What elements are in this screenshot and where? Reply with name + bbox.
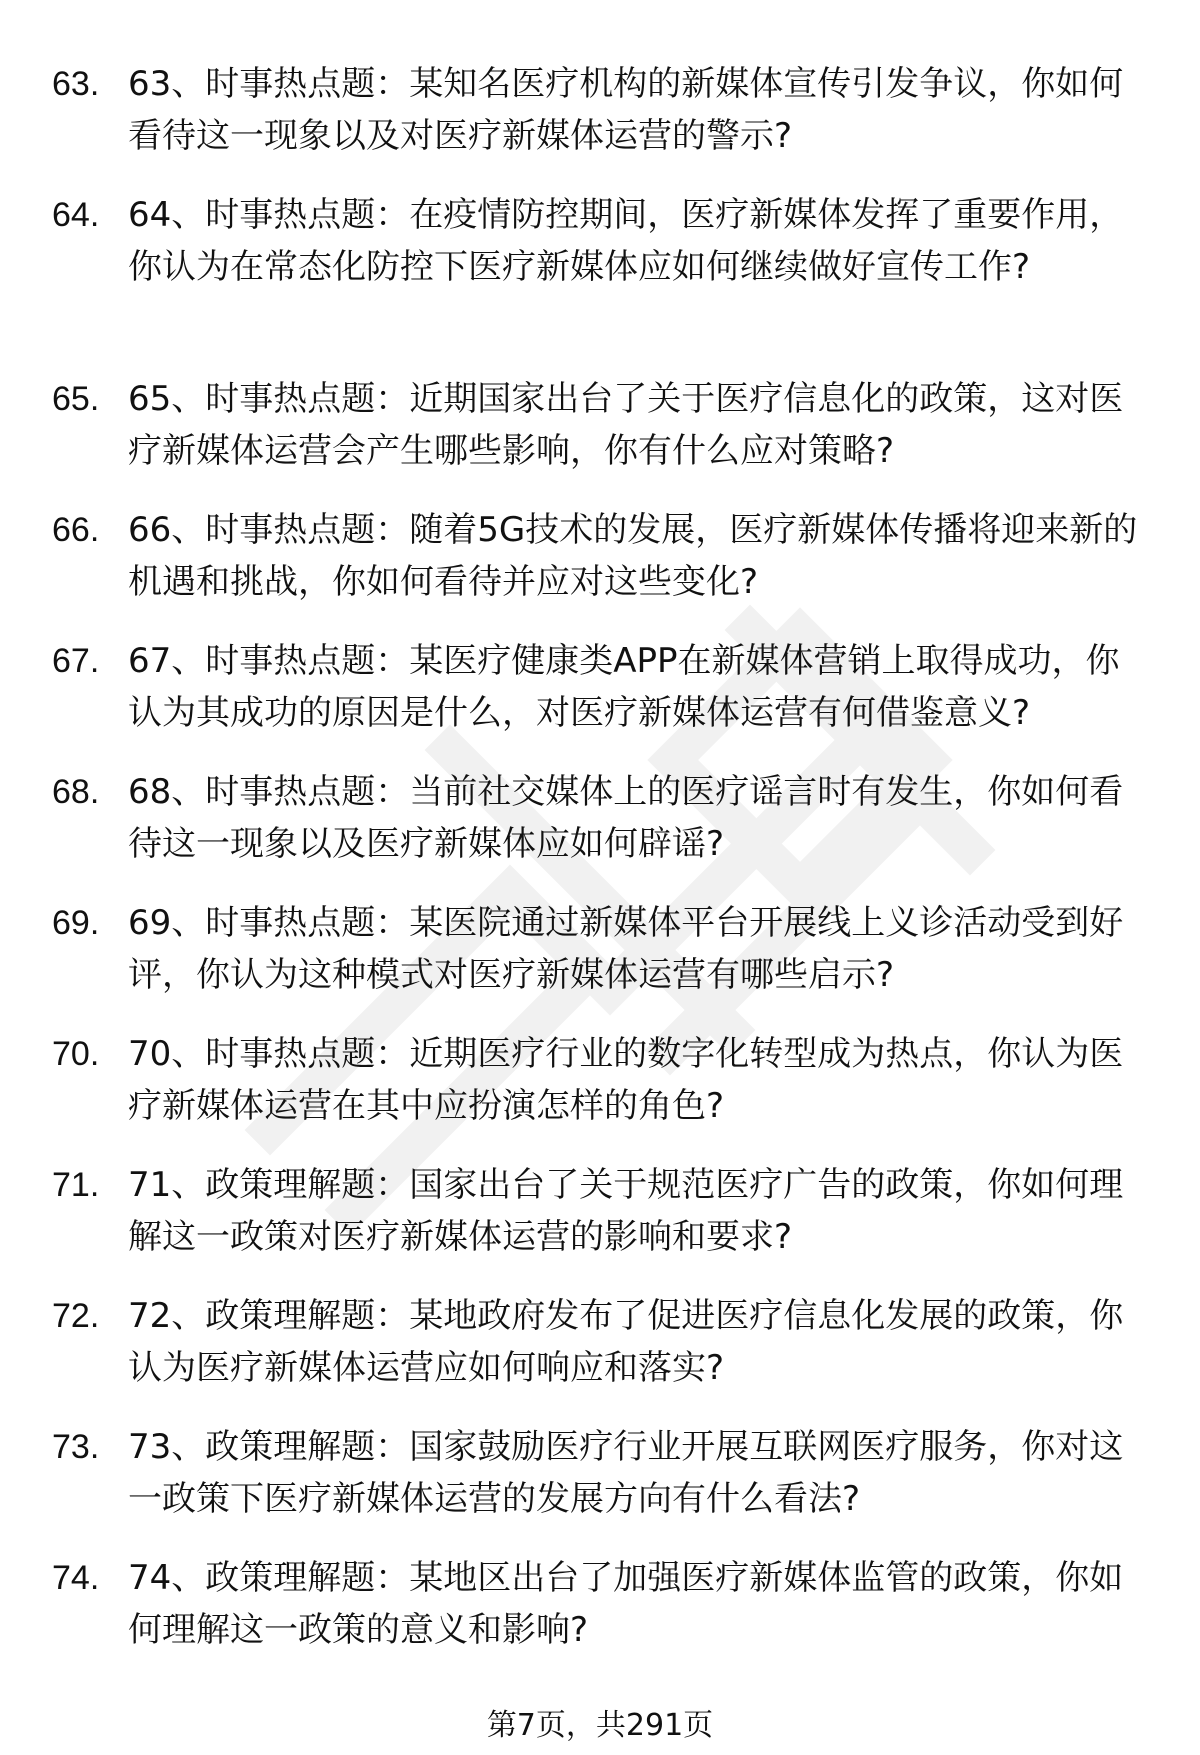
question-text: 71、政策理解题：国家出台了关于规范医疗广告的政策，你如何理解这一政策对医疗新媒体运营的影响和要求?: [128, 1165, 1124, 1257]
question-text: 74、政策理解题：某地区出台了加强医疗新媒体监管的政策，你如何理解这一政策的意义和影响?: [128, 1558, 1124, 1650]
question-number: 63.: [52, 65, 100, 103]
question-text: 65、时事热点题：近期国家出台了关于医疗信息化的政策，这对医疗新媒体运营会产生哪些影响，你有什么应对策略?: [128, 379, 1124, 471]
question-number: 68.: [52, 773, 100, 811]
question-text: 64、时事热点题：在疫情防控期间，医疗新媒体发挥了重要作用，你认为在常态化防控下医疗新媒体应如何继续做好宣传工作?: [128, 195, 1124, 287]
question-item: [0, 504, 1200, 635]
question-item: [0, 58, 1200, 189]
page-footer: [0, 1706, 1200, 1746]
question-number: 66.: [52, 511, 100, 549]
question-text: 67、时事热点题：某医疗健康类APP在新媒体营销上取得成功，你认为其成功的原因是什么，对医疗新媒体运营有何借鉴意义?: [128, 641, 1120, 733]
question-item: [0, 189, 1200, 373]
question-item: [0, 766, 1200, 897]
question-number: 64.: [52, 196, 100, 234]
question-item: [0, 1028, 1200, 1159]
question-number: 69.: [52, 904, 100, 942]
question-item: [0, 897, 1200, 1028]
page-number-label: 第7页，共291页: [486, 1708, 714, 1743]
question-number: 70.: [52, 1035, 100, 1073]
question-number: 65.: [52, 380, 100, 418]
question-item: [0, 1552, 1200, 1683]
question-text: 70、时事热点题：近期医疗行业的数字化转型成为热点，你认为医疗新媒体运营在其中应扮演怎样的角色?: [128, 1034, 1124, 1126]
question-text: 69、时事热点题：某医院通过新媒体平台开展线上义诊活动受到好评，你认为这种模式对医疗新媒体运营有哪些启示?: [128, 903, 1124, 995]
question-text: 63、时事热点题：某知名医疗机构的新媒体宣传引发争议，你如何看待这一现象以及对医疗新媒体运营的警示?: [128, 64, 1124, 156]
question-number: 74.: [52, 1559, 100, 1597]
question-item: [0, 1159, 1200, 1290]
question-number: 72.: [52, 1297, 100, 1335]
question-text: 72、政策理解题：某地政府发布了促进医疗信息化发展的政策，你认为医疗新媒体运营应如何响应和落实?: [128, 1296, 1124, 1388]
question-text: 73、政策理解题：国家鼓励医疗行业开展互联网医疗服务，你对这一政策下医疗新媒体运营的发展方向有什么看法?: [128, 1427, 1124, 1519]
question-item: [0, 635, 1200, 766]
question-text: 66、时事热点题：随着5G技术的发展，医疗新媒体传播将迎来新的机遇和挑战，你如何看待并应对这些变化?: [128, 510, 1138, 602]
question-item: [0, 1421, 1200, 1552]
question-number: 71.: [52, 1166, 100, 1204]
question-item: [0, 1290, 1200, 1421]
question-text: 68、时事热点题：当前社交媒体上的医疗谣言时有发生，你如何看待这一现象以及医疗新媒体应如何辟谣?: [128, 772, 1124, 864]
question-number: 67.: [52, 642, 100, 680]
question-item: [0, 373, 1200, 504]
question-list: [0, 58, 1200, 1683]
question-number: 73.: [52, 1428, 100, 1466]
